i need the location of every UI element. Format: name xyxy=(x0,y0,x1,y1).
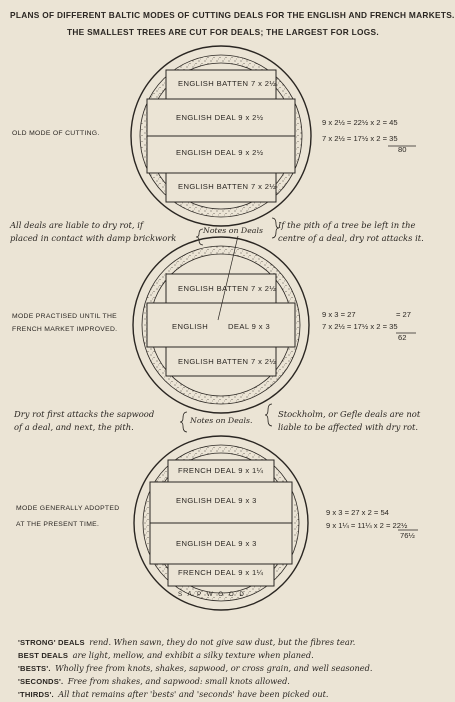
legend-text: are light, mellow, and exhibit a silky texture when planed. xyxy=(72,650,314,660)
board-label: DEAL 9 x 3 xyxy=(228,322,271,331)
note-text: Dry rot first attacks the sapwood xyxy=(14,409,155,419)
board-label: ENGLISH BATTEN 7 x 2½ xyxy=(178,357,277,366)
mode-label: OLD MODE OF CUTTING. xyxy=(12,130,100,137)
note-heading: Notes on Deals. xyxy=(190,416,253,425)
board-label: ENGLISH BATTEN 7 x 2½ xyxy=(178,182,277,191)
note-text: centre of a deal, dry rot attacks it. xyxy=(278,233,424,243)
legend-key: 'SECONDS'. xyxy=(18,677,64,686)
note-text: All deals are liable to dry rot, if xyxy=(10,220,143,230)
mode-label: MODE PRACTISED UNTIL THE xyxy=(12,313,118,320)
note-heading: Notes on Deals xyxy=(203,226,263,235)
board-label: ENGLISH DEAL 9 x 3 xyxy=(176,539,257,548)
log-diagram-2 xyxy=(133,236,309,413)
log-diagram-3 xyxy=(134,436,308,610)
legend-key: BEST DEALS xyxy=(18,651,69,660)
legend-text: rend. When sawn, they do not give saw dust, but the fibres tear. xyxy=(89,637,356,647)
calc-line: 9 x 1¼ = 11¼ x 2 = 22½ xyxy=(326,521,408,530)
note-text: If the pith of a tree be left in the xyxy=(278,220,416,230)
calc-total: 62 xyxy=(398,333,407,342)
calc-line: 9 x 3 = 27 xyxy=(322,310,356,319)
legend-row xyxy=(18,684,329,702)
legend-text: Free from shakes, and sapwood: small knots allowed. xyxy=(67,676,290,686)
board-label: FRENCH DEAL 9 x 1¼ xyxy=(178,466,264,475)
note-text: Stockholm, or Gefle deals are not xyxy=(278,409,421,419)
board-label: ENGLISH DEAL 9 x 3 xyxy=(176,496,257,505)
board-label: ENGLISH xyxy=(172,322,209,331)
mode-label: AT THE PRESENT TIME. xyxy=(16,521,100,528)
plate-title: PLANS OF DIFFERENT BALTIC MODES OF CUTTING DEALS FOR THE ENGLISH AND FRENCH MARKETS. xyxy=(10,10,455,20)
log-diagram-1 xyxy=(131,46,311,226)
calc-line: 7 x 2½ = 17½ x 2 = 35 xyxy=(322,134,398,143)
legend-text: Wholly free from knots, shakes, sapwood, or cross grain, and well seasoned. xyxy=(55,663,373,673)
calc-line: 9 x 2½ = 22½ x 2 = 45 xyxy=(322,118,398,127)
legend-key: 'STRONG' DEALS xyxy=(18,638,85,647)
note-text: of a deal, and next, the pith. xyxy=(14,422,134,432)
board-label: FRENCH DEAL 9 x 1¼ xyxy=(178,568,264,577)
calc-line: 9 x 3 = 27 x 2 = 54 xyxy=(326,508,389,517)
board-deal xyxy=(147,303,295,347)
legend-text: All that remains after 'bests' and 'seconds' have been picked out. xyxy=(58,689,329,699)
mode-label: MODE GENERALLY ADOPTED xyxy=(16,505,120,512)
board-label: ENGLISH BATTEN 7 x 2½ xyxy=(178,79,277,88)
note-text: liable to be affected with dry rot. xyxy=(278,422,419,432)
calc-total: 76½ xyxy=(400,531,415,540)
note-text: placed in contact with damp brickwork xyxy=(10,233,177,243)
board-label: ENGLISH DEAL 9 x 2½ xyxy=(176,113,264,122)
calc-total: 80 xyxy=(398,145,407,154)
calc-line: 7 x 2½ = 17½ x 2 = 35 xyxy=(322,322,398,331)
calc-line: = 27 xyxy=(396,310,411,319)
legend-key: 'THIRDS'. xyxy=(18,690,54,699)
board-label: ENGLISH BATTEN 7 x 2½ xyxy=(178,284,277,293)
sapwood-label: S A P W O O D xyxy=(178,591,246,598)
mode-label: FRENCH MARKET IMPROVED. xyxy=(12,326,118,333)
plate-subtitle: THE SMALLEST TREES ARE CUT FOR DEALS; THE LARGEST FOR LOGS. xyxy=(67,27,379,37)
board-label: ENGLISH DEAL 9 x 2½ xyxy=(176,148,264,157)
legend-key: 'BESTS'. xyxy=(18,664,51,673)
